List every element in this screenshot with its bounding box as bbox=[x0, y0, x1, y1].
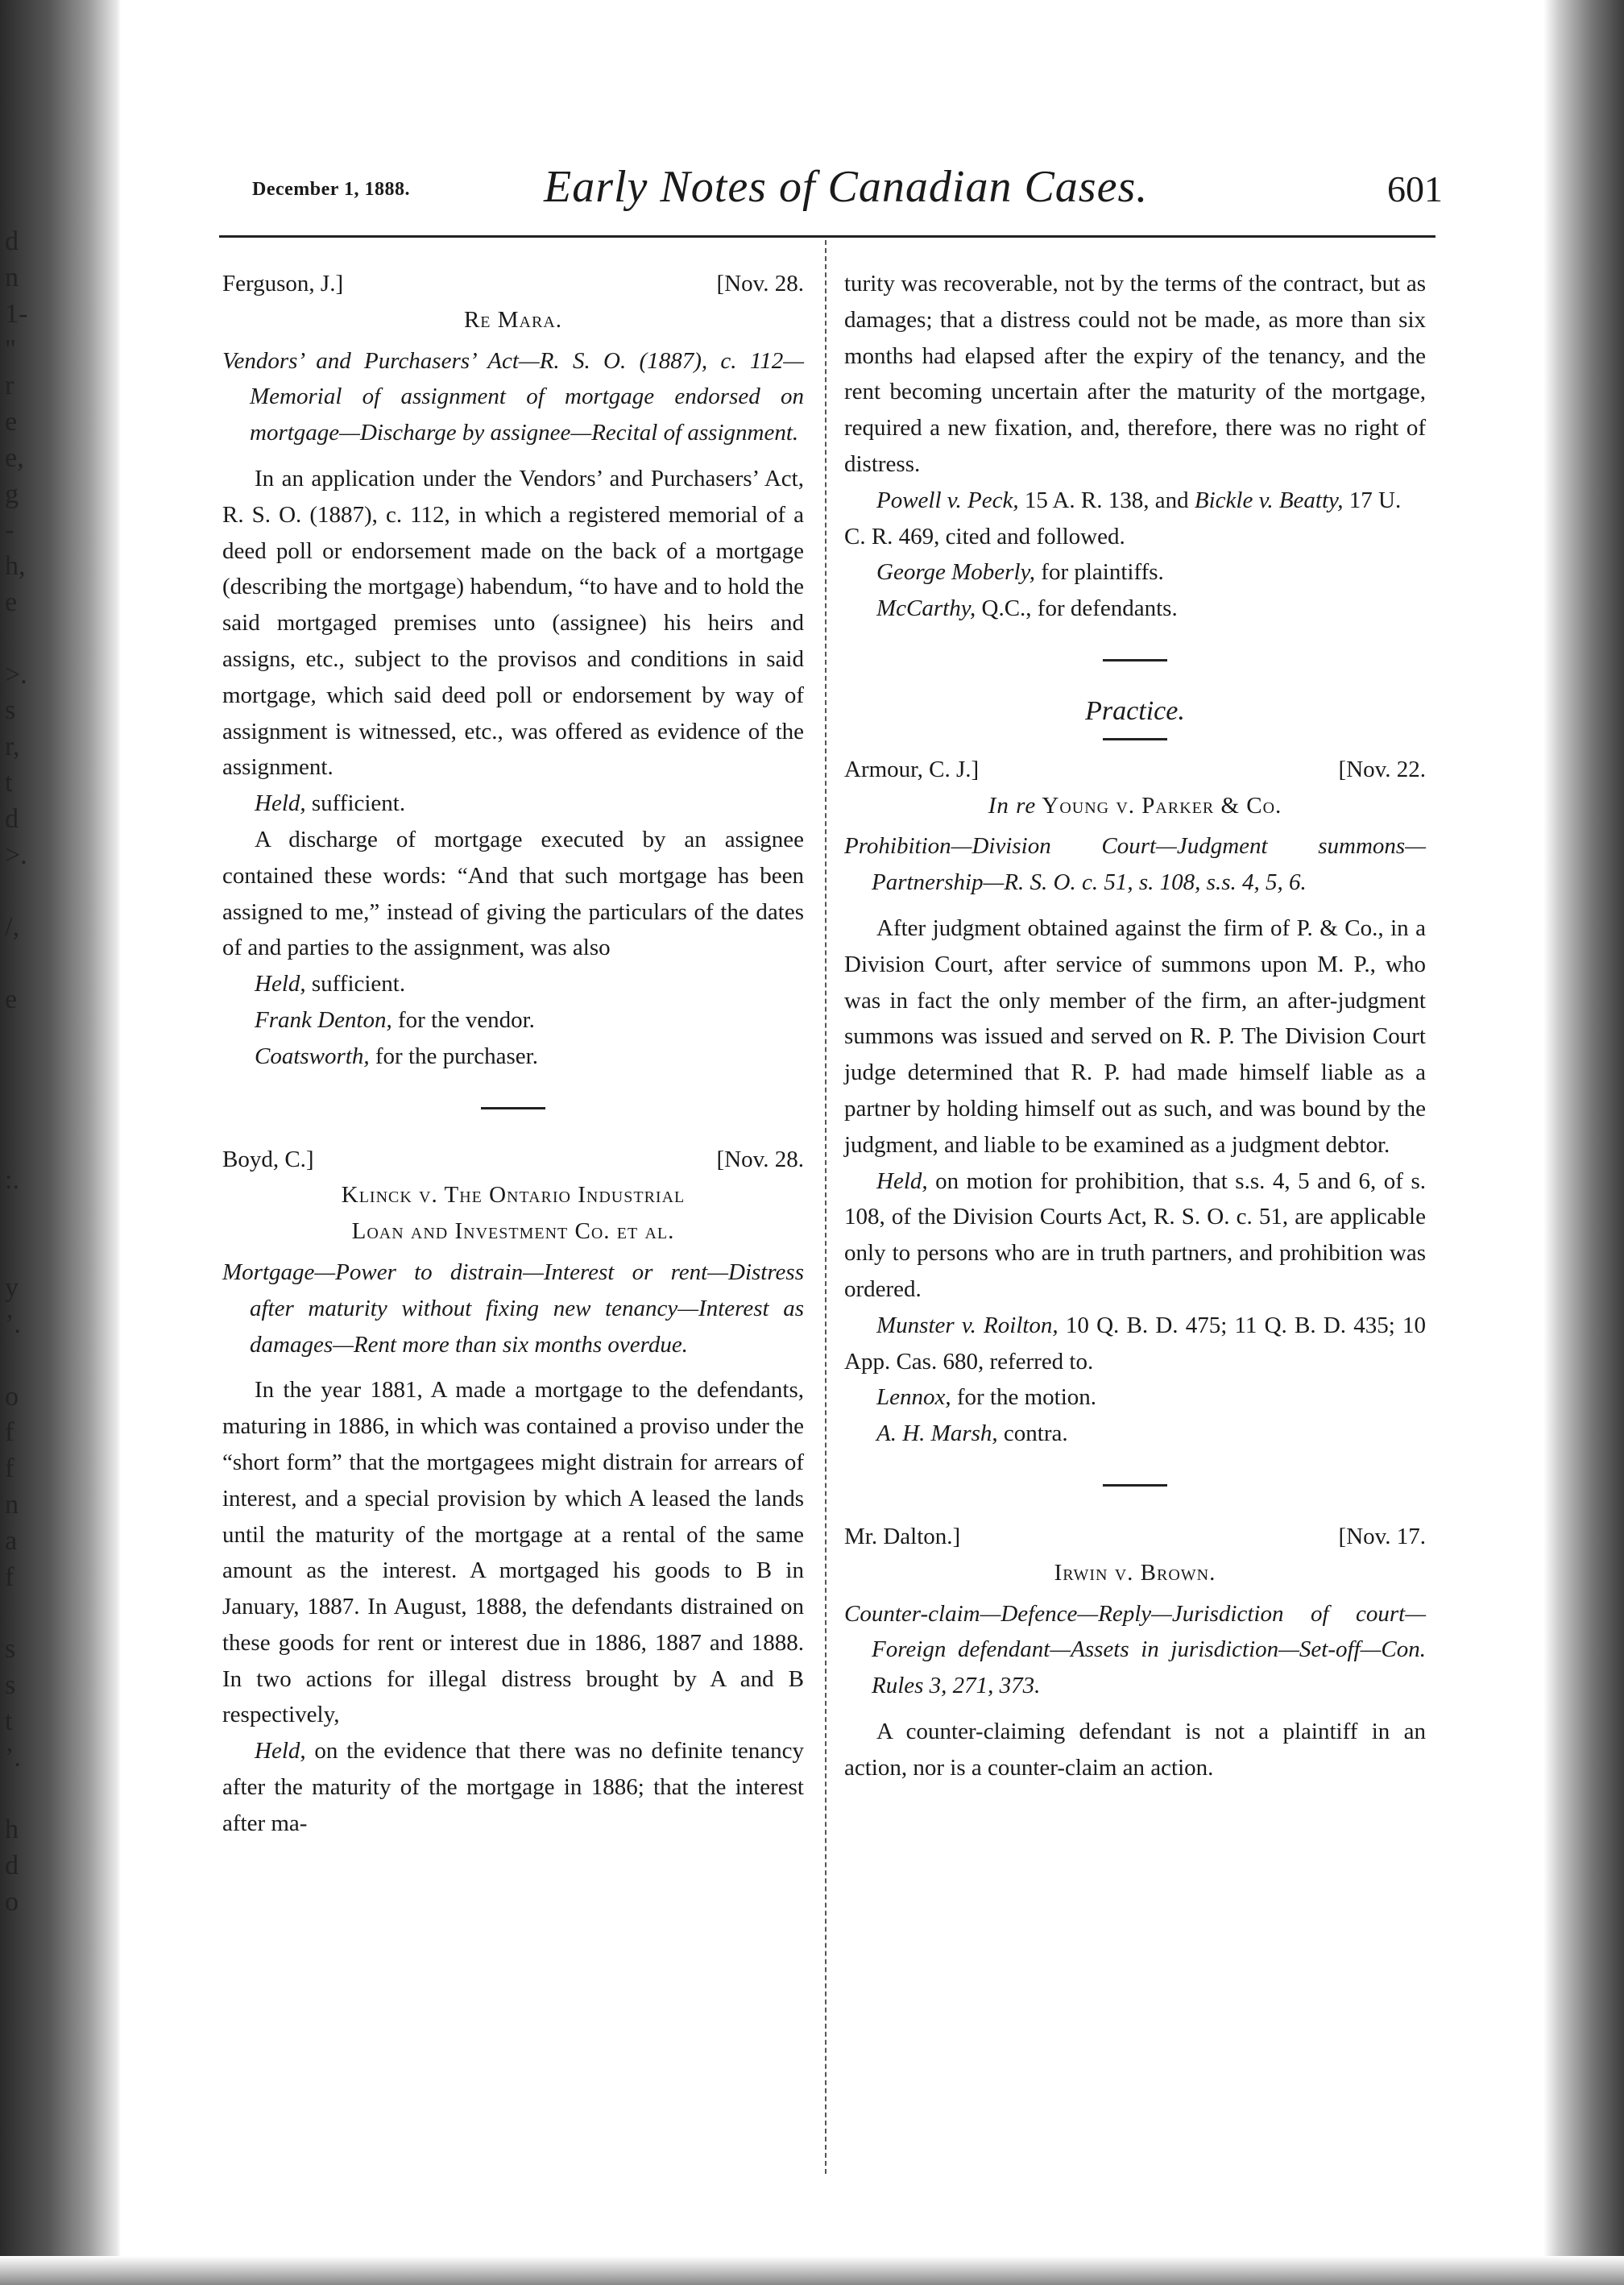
page-number: 601 bbox=[1387, 168, 1443, 209]
held-label: Held, bbox=[255, 1738, 306, 1765]
margin-fragment: f bbox=[5, 1454, 14, 1484]
case-date: [Nov. 28. bbox=[716, 1146, 804, 1172]
judge-name: Ferguson, J.] bbox=[222, 271, 344, 297]
right-column bbox=[844, 266, 1426, 1785]
counsel-role: Q.C., for defendants. bbox=[976, 595, 1178, 622]
margin-fragment: >. bbox=[5, 840, 27, 870]
held-label: Held, bbox=[255, 790, 306, 817]
margin-fragment: d bbox=[5, 226, 19, 256]
margin-fragment: /, bbox=[5, 912, 19, 943]
page-edge-bottom bbox=[0, 2256, 1624, 2285]
case-headnote: Prohibition—Division Court—Judgment summons—Partnership—R. S. O. c. 51, s. 108, s.s. 4, 5, 6. bbox=[844, 833, 1426, 896]
citation-ref: 15 A. R. 138, and bbox=[1018, 487, 1195, 513]
case-title: Irwin v. Brown. bbox=[1054, 1559, 1216, 1586]
margin-fragment: f bbox=[5, 1561, 14, 1592]
case-title-parties: Young v. Parker & Co. bbox=[1036, 792, 1282, 819]
case-judge-line bbox=[844, 1519, 1426, 1555]
case-headnote: Mortgage—Power to distrain—Interest or rent—Distress after maturity without fixing new tenancy—Interest as damages—Rent more than six months overdue. bbox=[222, 1259, 804, 1358]
held-line bbox=[222, 786, 804, 822]
counsel-line bbox=[844, 1379, 1426, 1416]
case-date: [Nov. 17. bbox=[1338, 1523, 1426, 1549]
margin-fragment: :. bbox=[5, 1164, 19, 1195]
margin-fragment: s bbox=[5, 1670, 16, 1700]
margin-fragment: h, bbox=[5, 551, 26, 582]
counsel-name: McCarthy, bbox=[876, 595, 976, 622]
section-separator bbox=[1103, 1484, 1167, 1487]
counsel-name: Coatsworth, bbox=[255, 1043, 370, 1069]
case-paragraph: A counter-claiming defendant is not a plaintiff in an action, nor is a counter-claim an action. bbox=[844, 1718, 1426, 1781]
counsel-name: Frank Denton, bbox=[255, 1006, 392, 1033]
case-judge-line bbox=[222, 266, 804, 302]
margin-fragment: o bbox=[5, 1381, 19, 1412]
held-line bbox=[844, 1163, 1426, 1308]
section-separator bbox=[1103, 659, 1167, 661]
held-label: Held, bbox=[255, 971, 306, 997]
binding-shadow-left bbox=[0, 0, 121, 2285]
header-title: Early Notes of Canadian Cases. bbox=[544, 162, 1149, 212]
held-text: on the evidence that there was no definite tenancy after the maturity of the mortgage in 1886; that the interest after ma- bbox=[222, 1738, 804, 1836]
margin-fragment: s bbox=[5, 695, 16, 726]
counsel-line bbox=[222, 1002, 804, 1039]
section-separator bbox=[481, 1107, 545, 1109]
margin-fragment: t bbox=[5, 768, 13, 798]
margin-fragment: y bbox=[5, 1273, 19, 1304]
judge-name: Boyd, C.] bbox=[222, 1146, 314, 1172]
counsel-line bbox=[844, 554, 1426, 591]
left-column bbox=[222, 266, 804, 1842]
case-cited: Bickle v. Beatty, bbox=[1194, 487, 1344, 513]
case-title: Re Mara. bbox=[463, 306, 563, 333]
held-line bbox=[222, 1733, 804, 1841]
margin-fragment: d bbox=[5, 1851, 19, 1881]
citation-line bbox=[844, 1308, 1426, 1380]
margin-fragment: h bbox=[5, 1814, 19, 1845]
header-date: December 1, 1888. bbox=[252, 179, 410, 200]
margin-fragment: >. bbox=[5, 659, 27, 690]
column-divider bbox=[825, 240, 826, 2174]
counsel-role: contra. bbox=[997, 1420, 1068, 1447]
counsel-line bbox=[844, 591, 1426, 627]
margin-fragment: - bbox=[5, 515, 14, 545]
case-cited: Powell v. Peck, bbox=[876, 487, 1019, 513]
margin-fragment: t bbox=[5, 1706, 13, 1736]
held-text: sufficient. bbox=[305, 971, 406, 997]
counsel-role: for plaintiffs. bbox=[1035, 559, 1164, 586]
case-title-prefix: In re bbox=[988, 792, 1037, 819]
margin-fragment: " bbox=[5, 334, 16, 365]
section-heading: Practice. bbox=[1085, 695, 1185, 726]
page-edge-right bbox=[1543, 0, 1624, 2285]
margin-fragment: ’. bbox=[5, 1309, 21, 1339]
counsel-line bbox=[844, 1416, 1426, 1452]
case-cited: Munster v. Roilton, bbox=[876, 1312, 1058, 1338]
case-headnote: Vendors’ and Purchasers’ Act—R. S. O. (1887), c. 112—Memorial of assignment of mortgage endorsed on mortgage—Discharge by assignee—Recital of assignment. bbox=[222, 347, 804, 446]
margin-fragment: n bbox=[5, 1490, 19, 1520]
case-title: Loan and Investment Co. et al. bbox=[351, 1218, 675, 1245]
counsel-line bbox=[222, 1039, 804, 1075]
margin-fragment: r, bbox=[5, 732, 20, 762]
case-judge-line bbox=[222, 1142, 804, 1178]
case-title bbox=[844, 788, 1426, 824]
counsel-name: A. H. Marsh, bbox=[876, 1420, 998, 1447]
held-text: on motion for prohibition, that s.s. 4, 5 and 6, of s. 108, of the Division Courts Act, R. S. O. c. 51, are applicable only to persons who are in truth partners, and prohibition was ordered. bbox=[844, 1167, 1426, 1302]
margin-fragment: ’. bbox=[5, 1742, 21, 1773]
counsel-role: for the purchaser. bbox=[369, 1043, 538, 1069]
citation-ref: 10 Q. B. D. 475; 11 Q. B. D. 435; 10 App. Cas. 680, referred to. bbox=[844, 1312, 1426, 1375]
margin-fragment: e, bbox=[5, 442, 24, 473]
judge-name: Armour, C. J.] bbox=[844, 756, 980, 782]
case-headnote: Counter-claim—Defence—Reply—Jurisdiction of court—Foreign defendant—Assets in jurisdiction—Set-off—Con. Rules 3, 271, 373. bbox=[844, 1600, 1426, 1699]
section-separator bbox=[1103, 738, 1167, 740]
held-label: Held, bbox=[876, 1167, 928, 1194]
margin-fragment: 1- bbox=[5, 298, 28, 329]
case-paragraph: turity was recoverable, not by the terms of the contract, but as damages; that a distress could not be made, as more than six months had elapsed after the expiry of the tenancy, and the rent becoming uncertain after the maturity of the mortgage, required a new fixation, and, therefore, there was no right of distress. bbox=[844, 271, 1426, 477]
margin-fragment: a bbox=[5, 1525, 18, 1556]
margin-fragment: d bbox=[5, 803, 19, 834]
margin-fragment: s bbox=[5, 1634, 16, 1665]
header-rule bbox=[219, 235, 1436, 238]
case-date: [Nov. 28. bbox=[716, 271, 804, 297]
citation-line bbox=[844, 483, 1426, 555]
held-text: sufficient. bbox=[305, 790, 406, 817]
counsel-name: George Moberly, bbox=[876, 559, 1036, 586]
case-judge-line bbox=[844, 752, 1426, 788]
running-header bbox=[0, 161, 1624, 242]
held-line bbox=[222, 966, 804, 1002]
case-paragraph: In the year 1881, A made a mortgage to the defendants, maturing in 1886, in which was contained a proviso under the “short form” that the mortgagees might distrain for arrears of interest, and a special provision by which A leased the lands until the maturity of the mortgage at a rental of the same amount as the interest. A mortgaged his goods to B in January, 1887. In August, 1888, the defendants distrained on these goods for rent or interest due in 1886, 1887 and 1888. In two actions for illegal distress brought by A and B respectively, bbox=[222, 1377, 804, 1728]
counsel-role: for the motion. bbox=[951, 1384, 1097, 1411]
margin-fragment: e bbox=[5, 984, 18, 1014]
margin-fragment: r bbox=[5, 371, 14, 401]
citation-ref: 17 U. C. R. 469, cited and followed. bbox=[844, 487, 1402, 549]
margin-fragment: f bbox=[5, 1417, 14, 1448]
case-paragraph: A discharge of mortgage executed by an assignee contained these words: “And that such mortgage has been assigned to me,” instead of giving the particulars of the dates of and parties to the assignment, was also bbox=[222, 826, 804, 961]
margin-fragment: g bbox=[5, 479, 19, 509]
counsel-name: Lennox, bbox=[876, 1384, 951, 1411]
case-date: [Nov. 22. bbox=[1338, 756, 1426, 782]
margin-fragment: e bbox=[5, 407, 18, 437]
case-paragraph: After judgment obtained against the firm of P. & Co., in a Division Court, after service of summons upon M. P., who was in fact the only member of the firm, an after-judgment summons was issued and served on R. P. The Division Court judge determined that R. P. had made himself liable as a partner by holding himself out as such, and was bound by the judgment, and liable to be examined as a judgment debtor. bbox=[844, 914, 1426, 1158]
case-title: Klinck v. The Ontario Industrial bbox=[341, 1182, 686, 1209]
margin-fragment: e bbox=[5, 587, 18, 617]
counsel-role: for the vendor. bbox=[392, 1006, 535, 1033]
margin-fragment: o bbox=[5, 1886, 19, 1917]
margin-fragment: n bbox=[5, 262, 19, 292]
case-paragraph: In an application under the Vendors’ and Purchasers’ Act, R. S. O. (1887), c. 112, in which a registered memorial of a deed poll or endorsement made on the back of a mortgage (describing the mortgage) habendum, “to have and to hold the said mortgaged premises unto (assignee) his heirs and assigns, etc., subject to the provisos and conditions in said mortgage, which said deed poll or endorsement by way of assignment is witnessed, etc., was offered as evidence of the assignment. bbox=[222, 465, 804, 781]
judge-name: Mr. Dalton.] bbox=[844, 1523, 961, 1549]
